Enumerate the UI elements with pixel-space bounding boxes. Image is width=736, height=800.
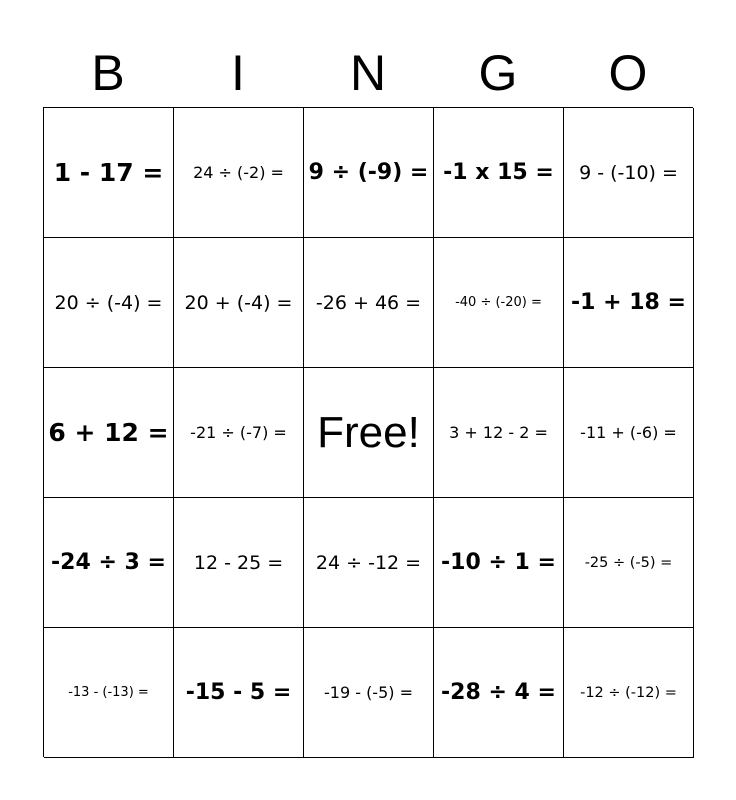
bingo-header: [43, 40, 693, 106]
bingo-cell: -10 ÷ 1 =: [434, 498, 564, 628]
header-letter-i: I: [231, 45, 245, 101]
header-letter-n: N: [349, 45, 387, 101]
bingo-grid: [43, 107, 693, 757]
bingo-cell: 3 + 12 - 2 =: [434, 368, 564, 498]
bingo-cell: -25 ÷ (-5) =: [564, 498, 694, 628]
bingo-cell: -12 ÷ (-12) =: [564, 628, 694, 758]
bingo-cell: -24 ÷ 3 =: [44, 498, 174, 628]
header-letter-g: G: [478, 45, 518, 101]
bingo-cell: 20 ÷ (-4) =: [44, 238, 174, 368]
bingo-cell: -1 x 15 =: [434, 108, 564, 238]
bingo-cell: -19 - (-5) =: [304, 628, 434, 758]
bingo-cell: -40 ÷ (-20) =: [434, 238, 564, 368]
bingo-cell: 24 ÷ (-2) =: [174, 108, 304, 238]
bingo-cell: 24 ÷ -12 =: [304, 498, 434, 628]
bingo-cell: -1 + 18 =: [564, 238, 694, 368]
free-space-cell: Free!: [304, 368, 434, 498]
header-letter-o: O: [608, 45, 648, 101]
bingo-cell: -11 + (-6) =: [564, 368, 694, 498]
bingo-cell: 1 - 17 =: [44, 108, 174, 238]
bingo-cell: 20 + (-4) =: [174, 238, 304, 368]
header-letter-b: B: [91, 45, 125, 101]
bingo-cell: -28 ÷ 4 =: [434, 628, 564, 758]
bingo-cell: 12 - 25 =: [174, 498, 304, 628]
bingo-cell: 6 + 12 =: [44, 368, 174, 498]
bingo-cell: -26 + 46 =: [304, 238, 434, 368]
bingo-cell: 9 - (-10) =: [564, 108, 694, 238]
bingo-cell: -21 ÷ (-7) =: [174, 368, 304, 498]
bingo-cell: 9 ÷ (-9) =: [304, 108, 434, 238]
bingo-cell: -13 - (-13) =: [44, 628, 174, 758]
bingo-cell: -15 - 5 =: [174, 628, 304, 758]
